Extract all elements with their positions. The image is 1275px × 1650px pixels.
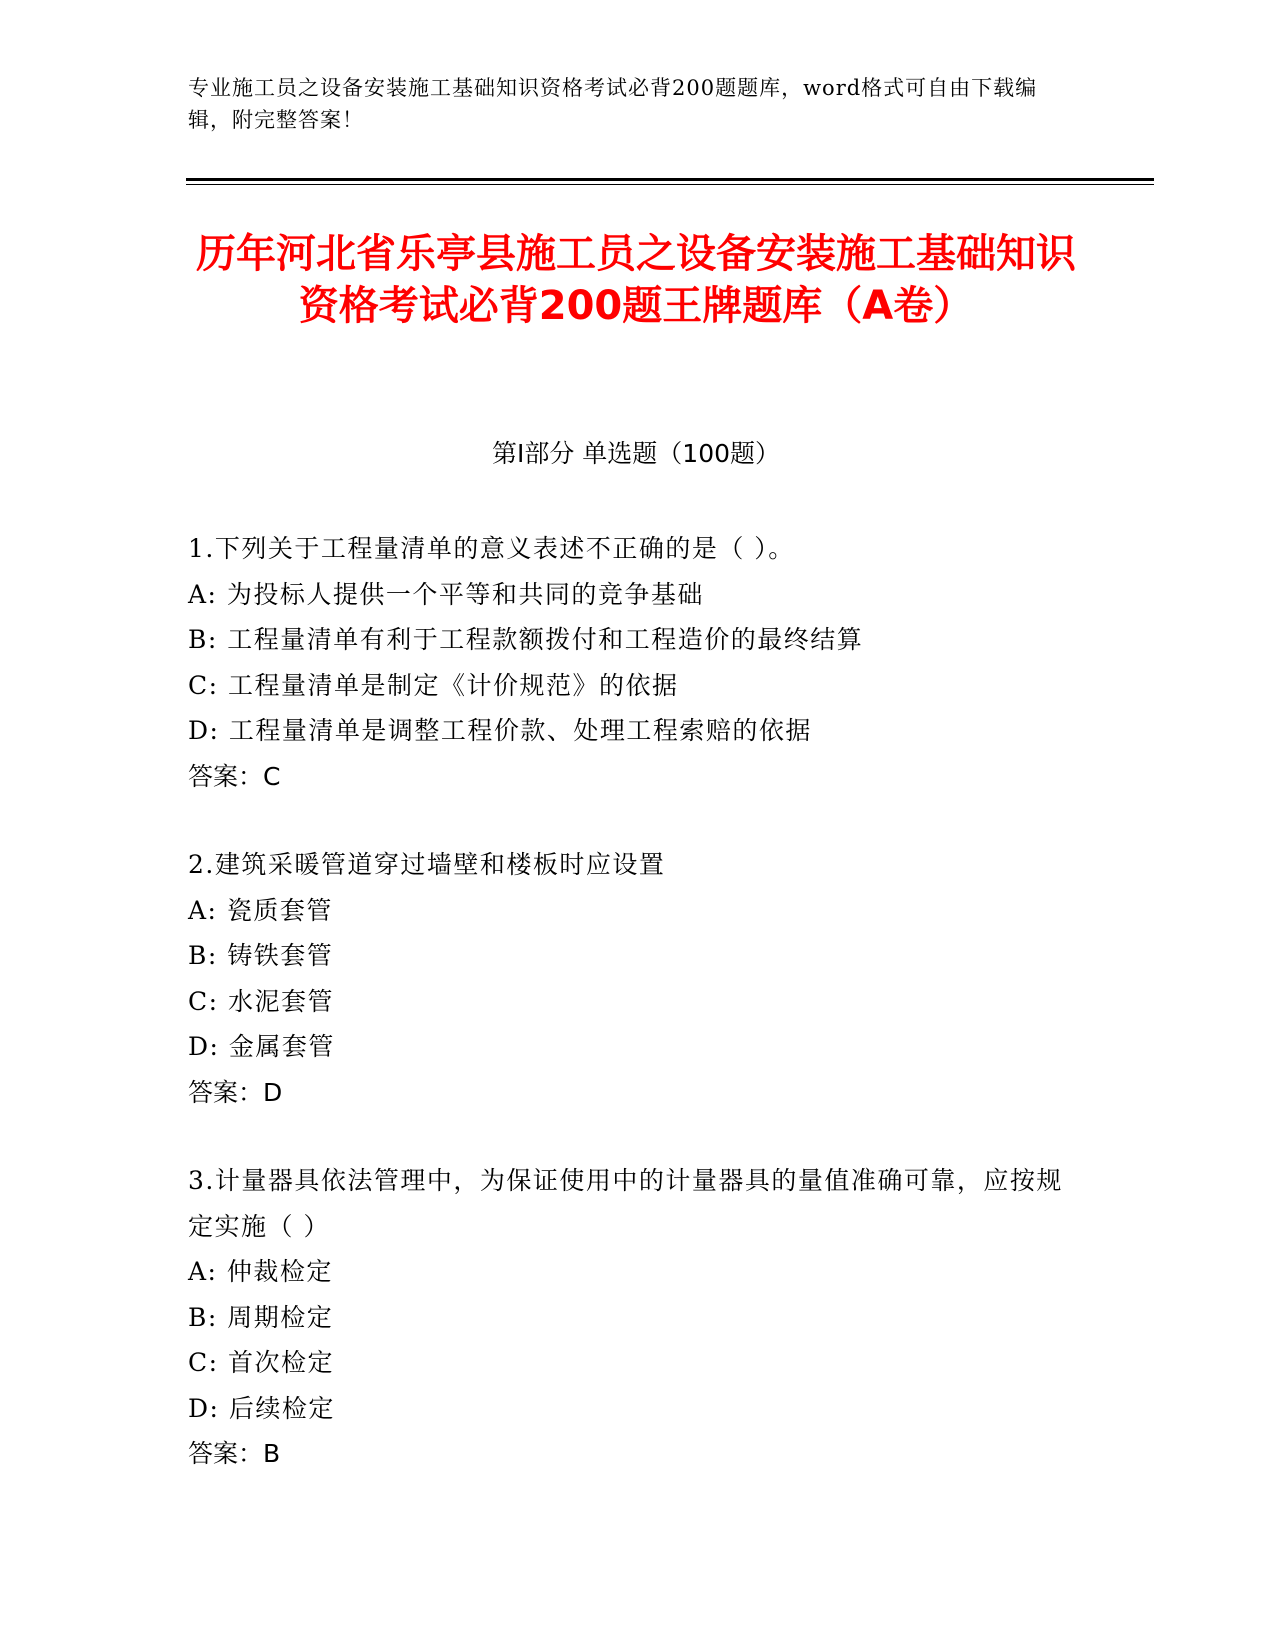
question-stem: 2.建筑采暖管道穿过墙壁和楼板时应设置: [188, 850, 666, 879]
document-title: 历年河北省乐亭县施工员之设备安装施工基础知识资格考试必背200题王牌题库（A卷）: [196, 231, 1076, 329]
header-rule-thin: [186, 184, 1154, 185]
option-b: B: 周期检定: [188, 1302, 334, 1332]
question-3: [188, 1158, 1068, 1477]
answer-line: [188, 1070, 1068, 1116]
question-stem: 1.下列关于工程量清单的意义表述不正确的是（ ）。: [188, 534, 795, 563]
question-stem: 3.计量器具依法管理中，为保证使用中的计量器具的量值准确可靠，应按规定实施（ ）: [188, 1166, 1063, 1241]
option-b: B: 铸铁套管: [188, 941, 334, 970]
option-a: A: 仲裁检定: [188, 1257, 333, 1286]
option-d: D: 工程量清单是调整工程价款、处理工程索赔的依据: [188, 716, 812, 745]
answer-line: [188, 1431, 1068, 1477]
answer-label: 答案：: [188, 761, 264, 791]
option-a: A: 为投标人提供一个平等和共同的竞争基础: [188, 579, 704, 609]
option-a: A: 瓷质套管: [188, 895, 333, 925]
question-list: [188, 526, 1068, 1520]
option-c: C: 工程量清单是制定《计价规范》的依据: [188, 670, 679, 700]
option-d: D: 后续检定: [188, 1393, 335, 1423]
answer-value: B: [263, 1439, 281, 1468]
option-b: B: 工程量清单有利于工程款额拨付和工程造价的最终结算: [188, 625, 864, 654]
option-c: C: 首次检定: [188, 1348, 334, 1377]
question-1: [188, 526, 1068, 799]
option-d: D: 金属套管: [188, 1032, 335, 1061]
answer-label: 答案：: [188, 1077, 264, 1107]
header-note: 专业施工员之设备安装施工基础知识资格考试必背200题题库，word格式可自由下载编辑，附完整答案！: [188, 76, 1038, 132]
option-c: C: 水泥套管: [188, 986, 334, 1016]
header-rule-thick: [186, 178, 1154, 181]
question-2: [188, 842, 1068, 1115]
answer-line: [188, 754, 1068, 800]
section-title: 第Ⅰ部分 单选题（100题）: [491, 439, 781, 468]
answer-value: C: [263, 761, 281, 791]
answer-label: 答案：: [188, 1439, 264, 1468]
answer-value: D: [263, 1077, 283, 1107]
